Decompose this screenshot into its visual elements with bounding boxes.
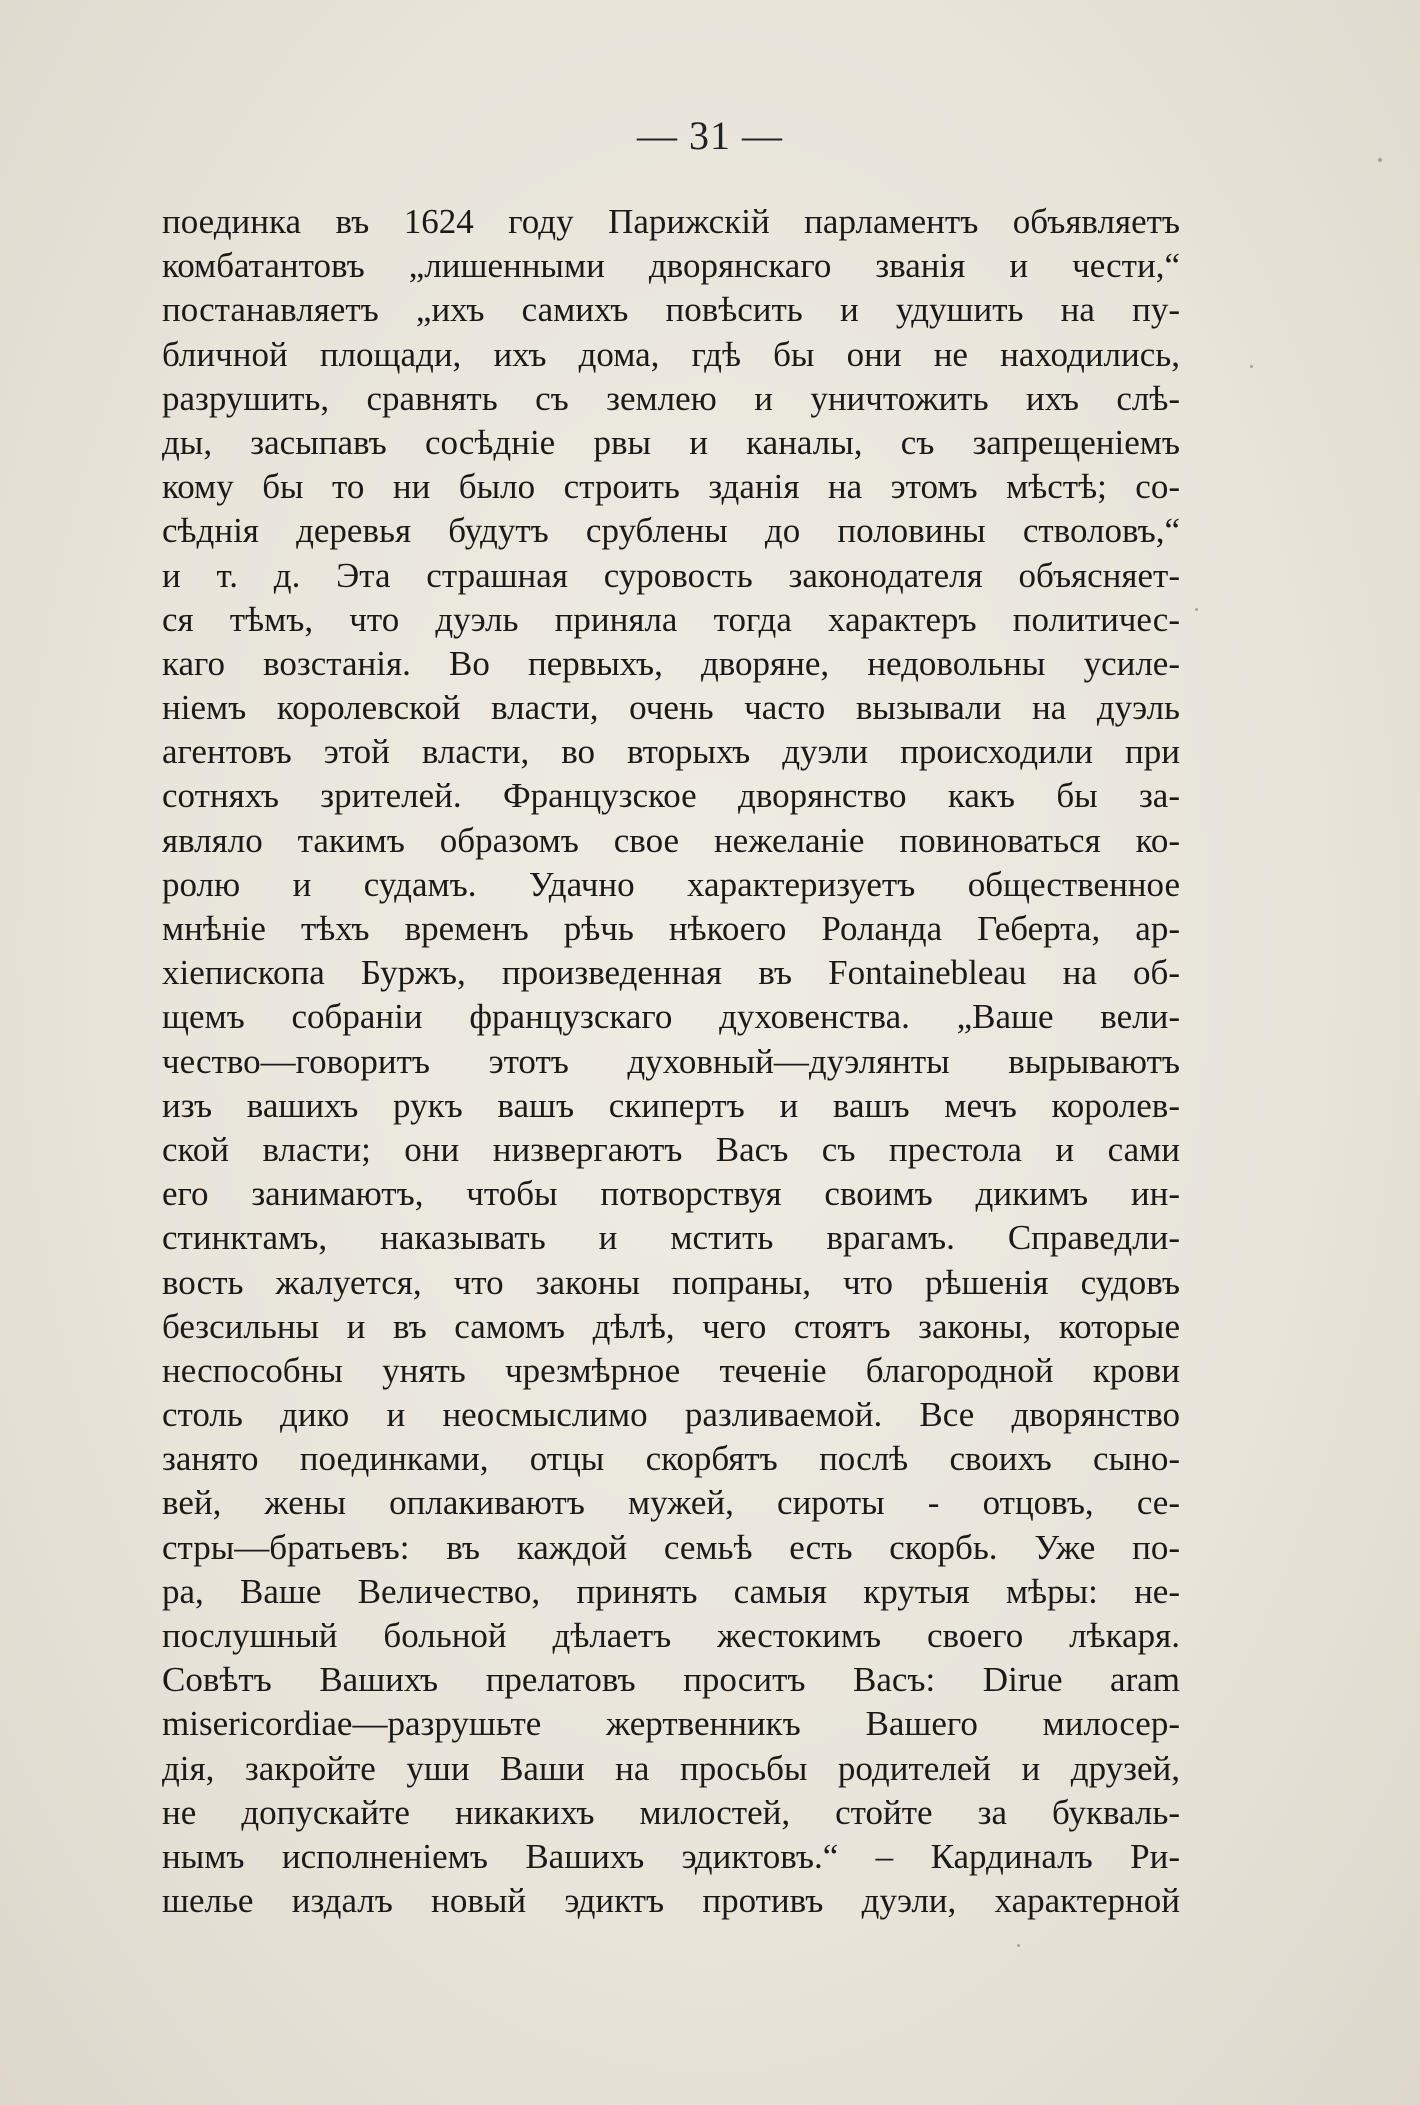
text-line: ра, Ваше Величество, принять самыя крутыя мѣры: не- [162,1571,1180,1611]
text-line: и т. д. Эта страшная суровость законодателя объясняет- [162,555,1180,595]
text-line: разрушить, сравнять съ землею и уничтожить ихъ слѣ- [162,378,1180,418]
text-line: постанавляетъ „ихъ самихъ повѣсить и удушить на пу- [162,290,1180,330]
text-line: агентовъ этой власти, во вторыхъ дуэли происходили при [162,732,1180,772]
text-line: нымъ исполненіемъ Вашихъ эдиктовъ.“ – Кардиналъ Ри- [162,1836,1180,1876]
paper-speck [1017,1944,1020,1947]
text-line: комбатантовъ „лишенными дворянскаго званія и чести,“ [162,246,1180,286]
text-line: дія, закройте уши Ваши на просьбы родителей и друзей, [162,1748,1180,1788]
text-line: Совѣтъ Вашихъ прелатовъ проситъ Васъ: Dirue aram [162,1660,1180,1700]
text-line: сотняхъ зрителей. Французское дворянство какъ бы за- [162,776,1180,816]
text-line: вей, жены оплакиваютъ мужей, сироты - отцовъ, се- [162,1483,1180,1523]
text-line: бличной площади, ихъ дома, гдѣ бы они не находились, [162,334,1180,374]
text-line: ніемъ королевской власти, очень часто вызывали на дуэль [162,688,1180,728]
text-line: послушный больной дѣлаетъ жестокимъ своего лѣкаря. [162,1616,1180,1655]
paper-speck [1378,158,1382,162]
text-line: мнѣніе тѣхъ временъ рѣчь нѣкоего Роланда Геберта, ар- [162,909,1180,948]
text-line: чество—говоритъ этотъ духовный—дуэлянты вырываютъ [162,1041,1180,1081]
body-text [162,200,1180,1923]
text-line: ся тѣмъ, что дуэль приняла тогда характеръ политичес- [162,599,1180,639]
text-line: стинктамъ, наказывать и мстить врагамъ. Справедли- [162,1218,1180,1258]
text-line: сѣднія деревья будутъ срублены до половины стволовъ,“ [162,511,1180,551]
text-line: кому бы то ни было строить зданія на этомъ мѣстѣ; со- [162,467,1180,507]
text-line: ды, засыпавъ сосѣдніе рвы и каналы, съ запрещеніемъ [162,422,1180,462]
text-line: не допускайте никакихъ милостей, стойте за букваль- [162,1792,1180,1832]
text-line: шелье издалъ новый эдиктъ противъ дуэли, характерной [162,1881,1180,1921]
page-number: — 31 — [637,113,783,158]
text-line: ролю и судамъ. Удачно характеризуетъ общественное [162,864,1180,904]
text-line: ской власти; они низвергаютъ Васъ съ престола и сами [162,1129,1180,1169]
text-line: вость жалуется, что законы попраны, что рѣшенія судовъ [162,1262,1180,1302]
paper-speck [1195,608,1198,611]
text-line: misericordiae—разрушьте жертвенникъ Вашего милосер- [162,1704,1180,1744]
text-line: неспособны унять чрезмѣрное теченіе благородной крови [162,1350,1180,1390]
text-line: каго возстанія. Во первыхъ, дворяне, недовольны усиле- [162,643,1180,683]
text-line: его занимаютъ, чтобы потворствуя своимъ дикимъ ин- [162,1174,1180,1214]
text-line: являло такимъ образомъ свое нежеланіе повиноваться ко- [162,820,1180,860]
text-line: хіепископа Буржъ, произведенная въ Fontainebleau на об- [162,953,1180,993]
text-line: безсильны и въ самомъ дѣлѣ, чего стоятъ законы, которые [162,1306,1180,1346]
text-line: щемъ собраніи французскаго духовенства. „Ваше вели- [162,997,1180,1037]
paper-speck [1250,365,1253,368]
text-line: столь дико и неосмыслимо разливаемой. Все дворянство [162,1395,1180,1435]
text-line: изъ вашихъ рукъ вашъ скипертъ и вашъ мечъ королев- [162,1085,1180,1125]
text-line: поединка въ 1624 году Парижскій парламентъ объявляетъ [162,202,1180,241]
text-line: занято поединками, отцы скорбятъ послѣ своихъ сыно- [162,1439,1180,1479]
text-line: стры—братьевъ: въ каждой семьѣ есть скорбь. Уже по- [162,1527,1180,1567]
